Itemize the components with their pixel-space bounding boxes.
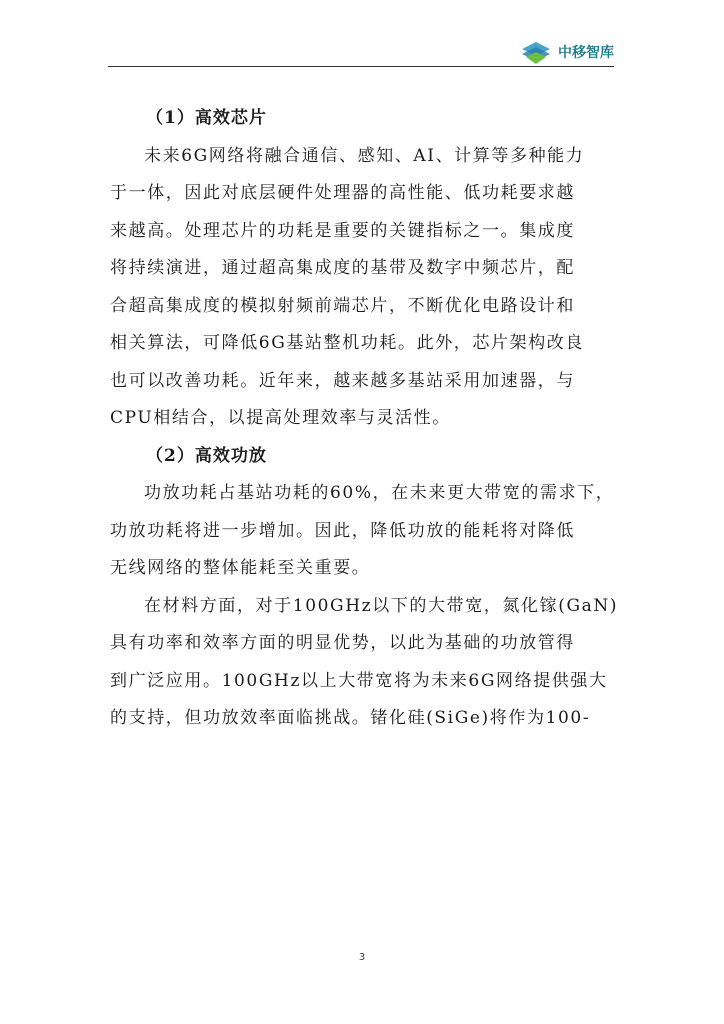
document-body <box>110 100 619 738</box>
text-line: CPU相结合，以提高处理效率与灵活性。 <box>110 408 451 428</box>
section-heading-2: （2）高效功放 <box>146 445 267 466</box>
text-line: 于一体，因此对底层硬件处理器的高性能、低功耗要求越 <box>110 183 575 203</box>
text-line: 到广泛应用。100GHz以上大带宽将为未来6G网络提供强大 <box>110 670 608 691</box>
logo-text: 中移智库 <box>558 45 614 61</box>
text-line: 功放功耗占基站功耗的60%，在未来更大带宽的需求下， <box>144 483 615 503</box>
text-line: 具有功率和效率方面的明显优势，以此为基础的功放管得 <box>110 633 575 653</box>
section-heading-1: （1）高效芯片 <box>146 108 267 128</box>
text-line: 将持续演进，通过超高集成度的基带及数字中频芯片，配 <box>110 258 575 278</box>
logo-icon <box>518 39 554 65</box>
paragraph <box>110 138 614 438</box>
text-line: 无线网络的整体能耗至关重要。 <box>110 558 371 578</box>
text-line: 未来6G网络将融合通信、感知、AI、计算等多种能力 <box>144 145 585 166</box>
page-number: 3 <box>358 952 366 963</box>
text-line: 的支持，但功放效率面临挑战。锗化硅(SiGe)将作为100- <box>110 708 591 728</box>
text-line: 相关算法，可降低6G基站整机功耗。此外，芯片架构改良 <box>110 333 584 353</box>
text-line: 来越高。处理芯片的功耗是重要的关键指标之一。集成度 <box>110 220 575 241</box>
text-line: 在材料方面，对于100GHz以下的大带宽，氮化镓(GaN) <box>144 595 619 616</box>
text-line: 功放功耗将进一步增加。因此，降低功放的能耗将对降低 <box>110 520 575 541</box>
paragraph <box>110 588 619 738</box>
text-line: 合超高集成度的模拟射频前端芯片，不断优化电路设计和 <box>110 295 575 316</box>
paragraph <box>110 475 614 588</box>
text-line: 也可以改善功耗。近年来，越来越多基站采用加速器，与 <box>110 370 575 391</box>
logo <box>518 38 614 66</box>
header-rule <box>108 66 614 67</box>
